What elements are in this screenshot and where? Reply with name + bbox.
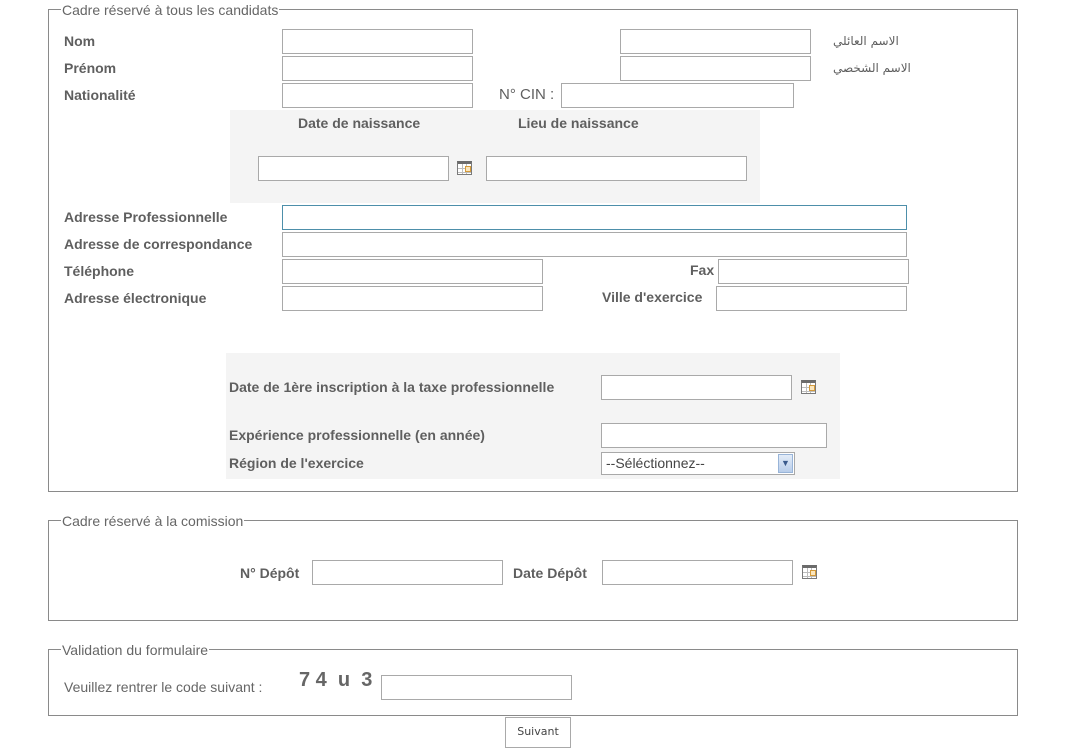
prenom-arabic-input[interactable] [620,56,811,81]
adresse-corr-label: Adresse de correspondance [64,236,253,252]
lieu-naissance-label: Lieu de naissance [518,115,639,131]
fax-label: Fax [690,262,715,278]
lieu-naissance-input[interactable] [486,156,747,181]
prenom-arabic-label: الاسم الشخصي [833,61,911,75]
nom-label: Nom [64,33,96,49]
calendar-icon[interactable] [802,565,817,579]
date-depot-input[interactable] [602,560,793,585]
nationalite-label: Nationalité [64,87,136,103]
date-naissance-label: Date de naissance [298,115,421,131]
date-inscription-input[interactable] [601,375,792,400]
nom-input[interactable] [282,29,473,54]
candidates-legend: Cadre réservé à tous les candidats [62,2,279,18]
next-button[interactable]: Suivant [505,717,571,748]
adresse-pro-input[interactable] [282,205,907,230]
date-inscription-label: Date de 1ère inscription à la taxe professionnelle [229,379,555,395]
validation-legend: Validation du formulaire [62,642,209,658]
adresse-corr-input[interactable] [282,232,907,257]
ville-input[interactable] [716,286,907,311]
calendar-icon[interactable] [801,380,816,394]
nom-arabic-input[interactable] [620,29,811,54]
email-input[interactable] [282,286,543,311]
nom-arabic-label: الاسم العائلي [833,34,899,48]
email-label: Adresse électronique [64,290,207,306]
captcha-code: 7 4 u 3 [299,669,373,691]
date-depot-label: Date Dépôt [513,565,587,581]
cin-label: N° CIN : [499,86,555,103]
experience-label: Expérience professionnelle (en année) [229,427,485,443]
region-label: Région de l'exercice [229,455,364,471]
calendar-icon[interactable] [457,161,472,175]
ville-label: Ville d'exercice [602,289,703,305]
depot-input[interactable] [312,560,503,585]
prenom-label: Prénom [64,60,117,76]
nationalite-input[interactable] [282,83,473,108]
region-selected-value: --Séléctionnez-- [606,455,705,471]
captcha-input[interactable] [381,675,572,700]
adresse-pro-label: Adresse Professionnelle [64,209,228,225]
date-naissance-input[interactable] [258,156,449,181]
fax-input[interactable] [718,259,909,284]
prenom-input[interactable] [282,56,473,81]
telephone-input[interactable] [282,259,543,284]
cin-input[interactable] [561,83,794,108]
commission-legend: Cadre réservé à la comission [62,513,244,529]
telephone-label: Téléphone [64,263,135,279]
depot-label: N° Dépôt [240,565,300,581]
region-select[interactable] [601,452,795,475]
captcha-prompt: Veuillez rentrer le code suivant : [64,679,263,695]
experience-input[interactable] [601,423,827,448]
chevron-down-icon[interactable]: ▼ [778,454,793,473]
